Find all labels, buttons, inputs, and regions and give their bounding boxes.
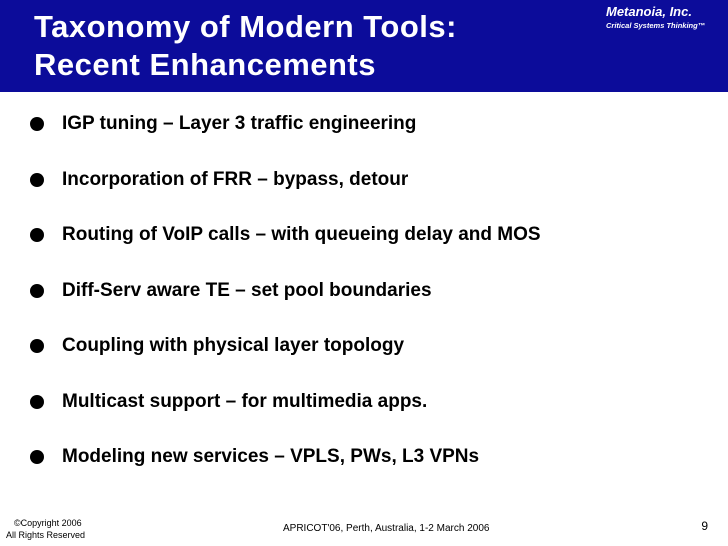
bullet-dot-icon: [30, 228, 44, 242]
bullet-dot-icon: [30, 117, 44, 131]
company-brand: [606, 4, 716, 32]
event-footer: APRICOT'06, Perth, Australia, 1-2 March 2006: [283, 523, 490, 534]
copyright-line: ©Copyright 2006: [14, 518, 82, 528]
bullet-dot-icon: [30, 173, 44, 187]
bullet-text: Diff-Serv aware TE – set pool boundaries: [62, 279, 432, 301]
bullet-item: [30, 112, 541, 168]
bullet-dot-icon: [30, 450, 44, 464]
bullet-list: [30, 112, 541, 501]
bullet-text: Incorporation of FRR – bypass, detour: [62, 168, 409, 190]
bullet-text: Coupling with physical layer topology: [62, 335, 405, 356]
bullet-text: IGP tuning – Layer 3 traffic engineering: [62, 113, 417, 134]
bullet-dot-icon: [30, 395, 44, 409]
company-name: Metanoia, Inc.: [606, 4, 692, 19]
slide-header: [0, 0, 728, 92]
slide-title-line2: Recent Enhancements: [34, 47, 376, 82]
bullet-item: [30, 334, 541, 390]
bullet-dot-icon: [30, 339, 44, 353]
copyright-notice: [6, 517, 85, 541]
bullet-text: Multicast support – for multimedia apps.: [62, 390, 428, 412]
company-tagline: Critical Systems Thinking™: [606, 21, 706, 30]
rights-line: All Rights Reserved: [6, 530, 86, 540]
bullet-dot-icon: [30, 284, 44, 298]
bullet-item: [30, 223, 541, 279]
slide-title-line1: Taxonomy of Modern Tools:: [34, 9, 457, 44]
bullet-item: [30, 168, 541, 224]
bullet-item: [30, 390, 541, 446]
page-number: 9: [701, 519, 708, 533]
bullet-text: Modeling new services – VPLS, PWs, L3 VPNs: [62, 446, 480, 467]
bullet-item: [30, 445, 541, 501]
bullet-item: [30, 279, 541, 335]
slide-title: [34, 8, 457, 84]
bullet-text: Routing of VoIP calls – with queueing delay and MOS: [62, 224, 541, 245]
